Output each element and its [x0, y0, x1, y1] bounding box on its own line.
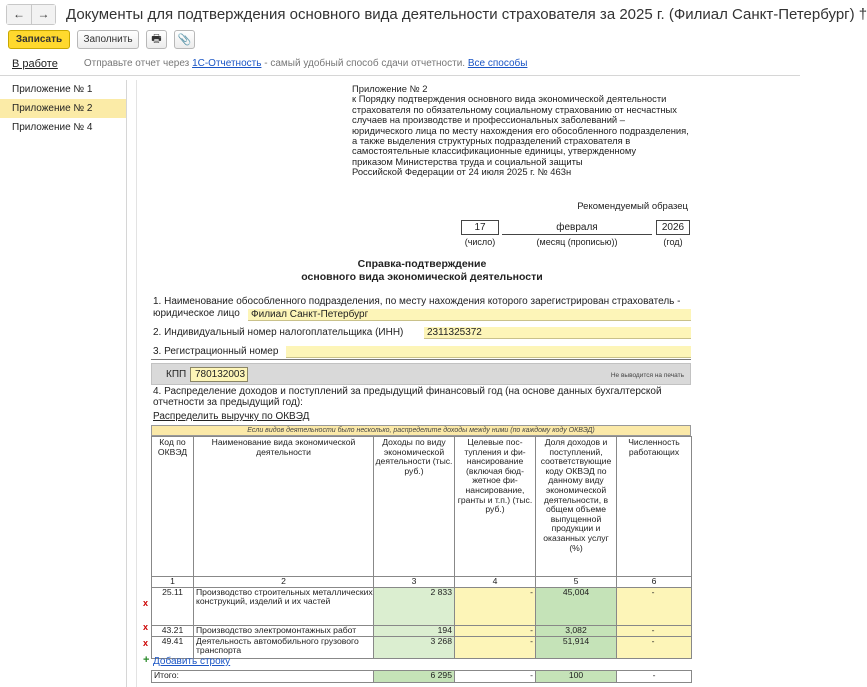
income-cell[interactable]: 3 268	[374, 636, 455, 658]
status-line	[12, 58, 527, 70]
table-hint: Если видов деятельности было несколько, распределите доходы между ними (по каждому коду ОКВЭД)	[151, 425, 691, 436]
date-year-field[interactable]: 2026	[656, 220, 690, 235]
total-label: Итого:	[152, 670, 374, 682]
total-income: 6 295	[374, 670, 455, 682]
header-line: к Порядку подтверждения основного вида экономической деятельности	[352, 93, 667, 105]
date-month-field[interactable]: февраля	[502, 220, 652, 235]
okved-code[interactable]: 49.41	[152, 636, 194, 658]
spacer-cell	[152, 658, 692, 670]
col-number-row	[152, 577, 692, 588]
nav-buttons	[6, 4, 56, 25]
item3-label: 3. Регистрационный номер	[153, 346, 279, 357]
staff-cell[interactable]: -	[617, 625, 692, 636]
share-cell: 45,004	[536, 587, 617, 625]
item1-label-2: юридическое лицо	[153, 308, 240, 319]
spacer-row	[152, 658, 692, 670]
target-cell[interactable]: -	[455, 636, 536, 658]
header-line: а также выделения структурных подразделений страхователя в	[352, 135, 631, 147]
table-row	[152, 625, 692, 636]
income-cell[interactable]: 2 833	[374, 587, 455, 625]
attach-icon[interactable]: 📎	[174, 30, 195, 49]
doc-title-line: Справка-подтверждение	[357, 258, 487, 270]
recommended-sample: Рекомендуемый образец	[577, 201, 688, 212]
okved-table	[151, 436, 692, 683]
inn-field[interactable]: 2311325372	[424, 327, 691, 339]
header-line: Приложение № 2	[352, 83, 428, 94]
share-cell: 51,914	[536, 636, 617, 658]
col-number: 5	[536, 577, 617, 588]
share-cell: 3,082	[536, 625, 617, 636]
col-header-name: Наименование вида экономической деятельности	[194, 437, 374, 577]
form-area	[136, 80, 800, 687]
item1-label: 1. Наименование обособленного подразделения, по месту нахождения которого зарегистрирован страхователь -	[153, 296, 681, 307]
day-caption: (число)	[464, 237, 496, 247]
add-row-icon[interactable]: +	[143, 654, 150, 666]
doc-title-line: основного вида экономической деятельности	[301, 271, 543, 283]
col-number: 2	[194, 577, 374, 588]
total-staff: -	[617, 670, 692, 682]
sidebar-item-appendix-1[interactable]: Приложение № 1	[12, 84, 93, 95]
forward-icon[interactable]: →	[31, 5, 55, 24]
year-caption: (год)	[663, 237, 683, 247]
col-number: 1	[152, 577, 194, 588]
okved-code[interactable]: 43.21	[152, 625, 194, 636]
header-line: случаев на производстве и профессиональных заболеваний –	[352, 114, 625, 126]
col-header-income: Доходы по виду экономической деятельности (тыс. руб.)	[374, 437, 455, 577]
okved-code[interactable]: 25.11	[152, 587, 194, 625]
print-icon[interactable]: 🖶	[146, 30, 167, 49]
all-methods-link[interactable]: Все способы	[467, 58, 528, 69]
date-day-field[interactable]: 17	[461, 220, 499, 235]
activity-name[interactable]: Производство электромонтажных работ	[194, 625, 374, 636]
title-bar	[0, 0, 867, 28]
col-header-share: Доля доходов и поступлений, соответствующие коду ОКВЭД по данному виду экономической деятельности, в общем объеме выпущенной продукции и оказанных услуг (%)	[536, 437, 617, 577]
subdivision-name-field[interactable]: Филиал Санкт-Петербург	[248, 309, 691, 321]
col-number: 3	[374, 577, 455, 588]
staff-cell[interactable]: -	[617, 636, 692, 658]
toolbar	[0, 29, 195, 49]
total-share: 100	[536, 670, 617, 682]
not-printed-note: Не выводится на печать	[610, 372, 684, 379]
divider	[0, 75, 800, 76]
distribute-revenue-link[interactable]: Распределить выручку по ОКВЭД	[153, 411, 310, 422]
header-line: Российской Федерации от 24 июля 2025 г. № 463н	[352, 166, 572, 178]
fill-button[interactable]: Заполнить	[77, 30, 139, 49]
delete-row-icon[interactable]: x	[143, 598, 149, 608]
document-title	[137, 258, 707, 284]
total-target: -	[455, 670, 536, 682]
1c-reporting-link[interactable]: 1С-Отчетность	[192, 58, 262, 69]
total-row	[152, 670, 692, 682]
table-header-row	[152, 437, 692, 577]
staff-cell[interactable]: -	[617, 587, 692, 625]
header-line: юридического лица по месту нахождения его обособленного подразделения,	[352, 124, 689, 136]
target-cell[interactable]: -	[455, 625, 536, 636]
col-header-target: Целевые пос-тупления и фи-нансирование (включая бюд-жетное фи-нансирование, гранты и т.п.) (тыс. руб.)	[455, 437, 536, 577]
back-icon[interactable]: ←	[7, 5, 31, 24]
status-work-link[interactable]: В работе	[12, 58, 58, 70]
status-mid: - самый удобный способ сдачи отчетности.	[264, 58, 466, 69]
col-number: 4	[455, 577, 536, 588]
target-cell[interactable]: -	[455, 587, 536, 625]
activity-name[interactable]: Производство строительных металлических конструкций, изделий и их частей	[194, 587, 374, 625]
reg-number-field[interactable]	[286, 346, 691, 358]
table-row	[152, 636, 692, 658]
month-caption: (месяц (прописью))	[536, 237, 618, 247]
appendix-header	[352, 84, 702, 178]
delete-row-icon[interactable]: x	[143, 638, 149, 648]
add-row-link[interactable]: Добавить строку	[153, 656, 231, 667]
item4-label: 4. Распределение доходов и поступлений за предыдущий финансовый год (на основе данных бухгалтерской	[153, 386, 662, 397]
item2-label: 2. Индивидуальный номер налогоплательщика (ИНН)	[153, 327, 404, 338]
save-button[interactable]: Записать	[8, 30, 70, 49]
activity-name[interactable]: Деятельность автомобильного грузового транспорта	[194, 636, 374, 658]
income-cell[interactable]: 194	[374, 625, 455, 636]
delete-row-icon[interactable]: x	[143, 622, 149, 632]
sidebar-item-appendix-4[interactable]: Приложение № 4	[12, 122, 93, 133]
item3-underline	[151, 359, 691, 360]
sidebar	[0, 80, 127, 687]
col-header-code: Код по ОКВЭД	[152, 437, 194, 577]
header-line: страхователя по обязательному социальному страхованию от несчастных	[352, 103, 677, 115]
status-text	[84, 58, 528, 70]
item4-label-2: отчетности за предыдущий год):	[153, 397, 303, 408]
kpp-label: КПП	[166, 369, 187, 380]
table-row	[152, 587, 692, 625]
header-line: самостоятельные классификационные единицы, утвержденному	[352, 145, 637, 157]
col-number: 6	[617, 577, 692, 588]
window-title: Документы для подтверждения основного вида деятельности страхователя за 2025 г. (Филиал Санкт-Петербург) †	[66, 5, 867, 23]
kpp-bar	[151, 363, 691, 385]
status-prefix: Отправьте отчет через	[83, 58, 190, 69]
kpp-field[interactable]: 780132003	[190, 367, 248, 382]
header-line: приказом Министерства труда и социальной защиты	[352, 155, 583, 167]
sidebar-item-appendix-2[interactable]: Приложение № 2	[0, 99, 126, 118]
col-header-staff: Численность работающих	[617, 437, 692, 577]
